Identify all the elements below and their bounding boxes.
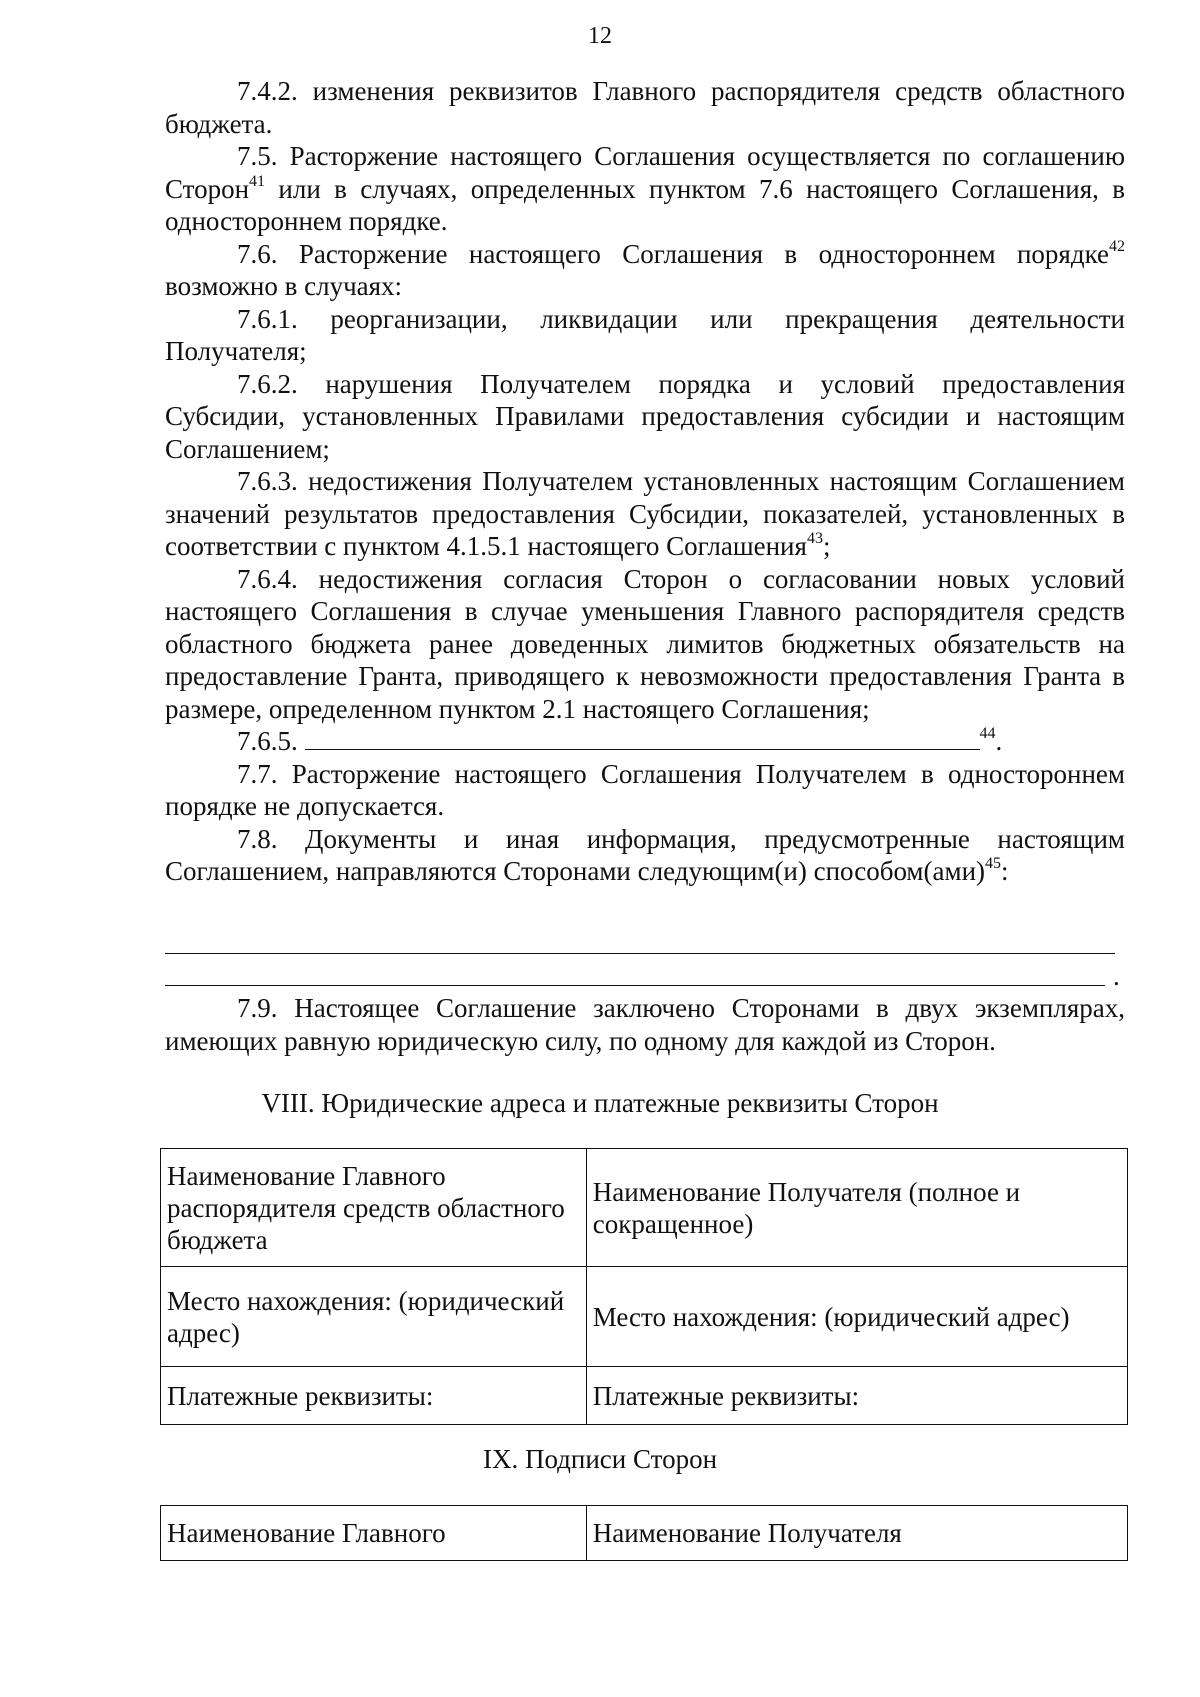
clause-7-6-1: 7.6.1. реорганизации, ликвидации или прекращения деятельности Получателя; — [165, 303, 1125, 366]
requisites-table — [160, 1148, 1128, 1425]
clause-7-6-text-b: возможно в случаях: — [165, 271, 403, 301]
clause-7-5-text-a: 7.5. Расторжение настоящего Соглашения осуществляется по соглашению Сторон — [165, 141, 1125, 204]
agreement-body — [165, 75, 1125, 888]
footnote-ref-41: 41 — [249, 172, 266, 190]
clause-7-6 — [165, 238, 1125, 303]
clause-7-9: 7.9. Настоящее Соглашение заключено Сторонами в двух экземплярах, имеющих равную юридическую силу, по одному для каждой из Сторон. — [165, 993, 1125, 1056]
clause-7-8-text-b: : — [1001, 856, 1009, 886]
clause-7-6-3-text-b: ; — [822, 531, 831, 561]
clause-7-6-4: 7.6.4. недостижения согласия Сторон о согласовании новых условий настоящего Соглашения в случае уменьшения Главного распорядителя средств областного бюджета ранее доведенных лимитов бюджетных обязательств на предоставление Гранта, приводящего к невозможности предоставления Гранта в размере, определенном пунктом 2.1 настоящего Соглашения; — [165, 563, 1125, 724]
clause-7-4-2: 7.4.2. изменения реквизитов Главного распорядителя средств областного бюджета. — [165, 76, 1125, 139]
table-row — [161, 1149, 1128, 1267]
clause-7-5-text-b: или в случаях, определенных пунктом 7.6 настоящего Соглашения, в одностороннем порядке. — [165, 173, 1125, 236]
table-row — [161, 1267, 1128, 1367]
signatures-table — [160, 1505, 1128, 1561]
table-cell: Наименование Главного — [161, 1506, 587, 1561]
clause-7-6-3 — [165, 465, 1125, 563]
footnote-ref-42: 42 — [1109, 237, 1125, 255]
clause-7-6-text-a: 7.6. Расторжение настоящего Соглашения в одностороннем порядке — [237, 238, 1109, 269]
clause-7-8 — [165, 823, 1125, 888]
table-cell: Платежные реквизиты: — [586, 1367, 1127, 1425]
blank-line-2 — [165, 985, 1105, 986]
clause-7-8-text-a: 7.8. Документы и иная информация, предусмотренные настоящим Соглашением, направляются Сторонами следующим(и) способом(ами) — [165, 823, 1125, 886]
footnote-ref-44: 44 — [979, 725, 996, 742]
table-cell: Место нахождения: (юридический адрес) — [586, 1267, 1127, 1367]
table-cell: Наименование Получателя (полное и сокращенное) — [586, 1149, 1127, 1267]
footnote-ref-43: 43 — [806, 530, 823, 547]
table-cell: Платежные реквизиты: — [161, 1367, 587, 1425]
table-cell: Место нахождения: (юридический адрес) — [161, 1267, 587, 1367]
table-cell: Наименование Получателя — [586, 1506, 1127, 1561]
table-row — [161, 1367, 1128, 1425]
clause-7-5 — [165, 140, 1125, 238]
page-number: 12 — [588, 23, 612, 49]
clause-7-6-5-number: 7.6.5. — [237, 726, 305, 756]
blank-line-end-dot: . — [1113, 961, 1120, 991]
section-9-heading: IX. Подписи Сторон — [482, 1444, 718, 1474]
footnote-ref-45: 45 — [985, 855, 1002, 872]
section-8-heading: VIII. Юридические адреса и платежные реквизиты Сторон — [261, 1088, 939, 1118]
clause-7-6-5-end: . — [995, 726, 1003, 756]
clause-7-6-5-blank — [305, 727, 980, 750]
table-row — [161, 1506, 1128, 1561]
clause-7-6-2: 7.6.2. нарушения Получателем порядка и условий предоставления Субсидии, установленных Правилами предоставления субсидии и настоящим Соглашением; — [165, 368, 1125, 464]
clause-7-7: 7.7. Расторжение настоящего Соглашения Получателем в одностороннем порядке не допускается. — [165, 758, 1125, 821]
clause-7-6-5 — [165, 725, 1125, 758]
table-cell: Наименование Главного распорядителя средств областного бюджета — [161, 1149, 587, 1267]
clause-7-6-3-text-a: 7.6.3. недостижения Получателем установленных настоящим Соглашением значений результатов предоставления Субсидии, показателей, установленных в соответствии с пунктом 4.1.5.1 настоящего Соглашения — [165, 466, 1125, 561]
clause-7-9-block — [165, 992, 1125, 1057]
blank-line-1 — [165, 953, 1115, 954]
